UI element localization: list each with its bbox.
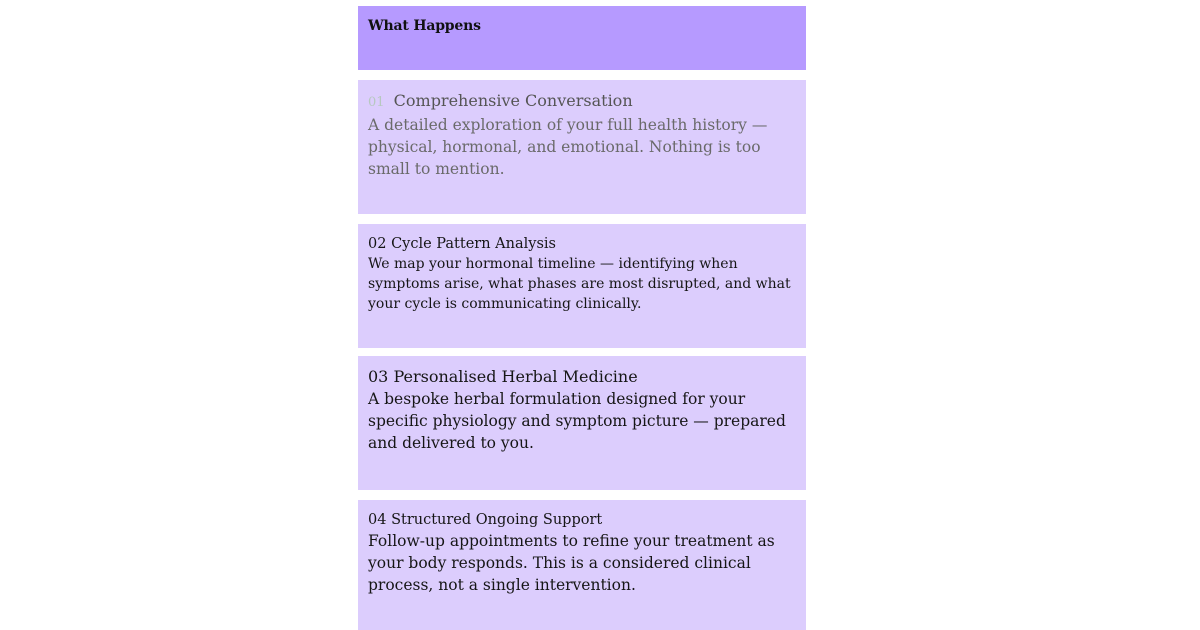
step-number: 04 [368,512,387,528]
step-title: Personalised Herbal Medicine [393,367,638,386]
step-title-row [368,234,796,254]
step-description: A detailed exploration of your full health history — physical, hormonal, and emotional. Nothing is too small to mention. [368,116,768,178]
step-description: We map your hormonal timeline — identifying when symptoms arise, what phases are most disrupted, and what your cycle is communicating clinically. [368,256,791,312]
step-title-row [368,90,796,114]
step-title: Structured Ongoing Support [391,512,603,528]
what-happens-section [358,6,806,594]
step-number: 03 [368,367,389,386]
step-card-3 [358,356,806,490]
step-card-4 [358,500,806,630]
step-description: A bespoke herbal formulation designed for your specific physiology and symptom picture — prepared and delivered to you. [368,390,786,452]
step-description: Follow-up appointments to refine your treatment as your body responds. This is a considered clinical process, not a single intervention. [368,532,775,594]
step-number: 01 [368,95,385,110]
step-title: Cycle Pattern Analysis [391,236,556,252]
step-card-1 [358,80,806,214]
step-card-2 [358,224,806,348]
step-number: 02 [368,236,387,252]
step-title-row [368,366,796,388]
step-title-row [368,510,796,530]
section-title: What Happens [368,18,481,34]
step-title: Comprehensive Conversation [393,91,633,110]
section-header [358,6,806,70]
